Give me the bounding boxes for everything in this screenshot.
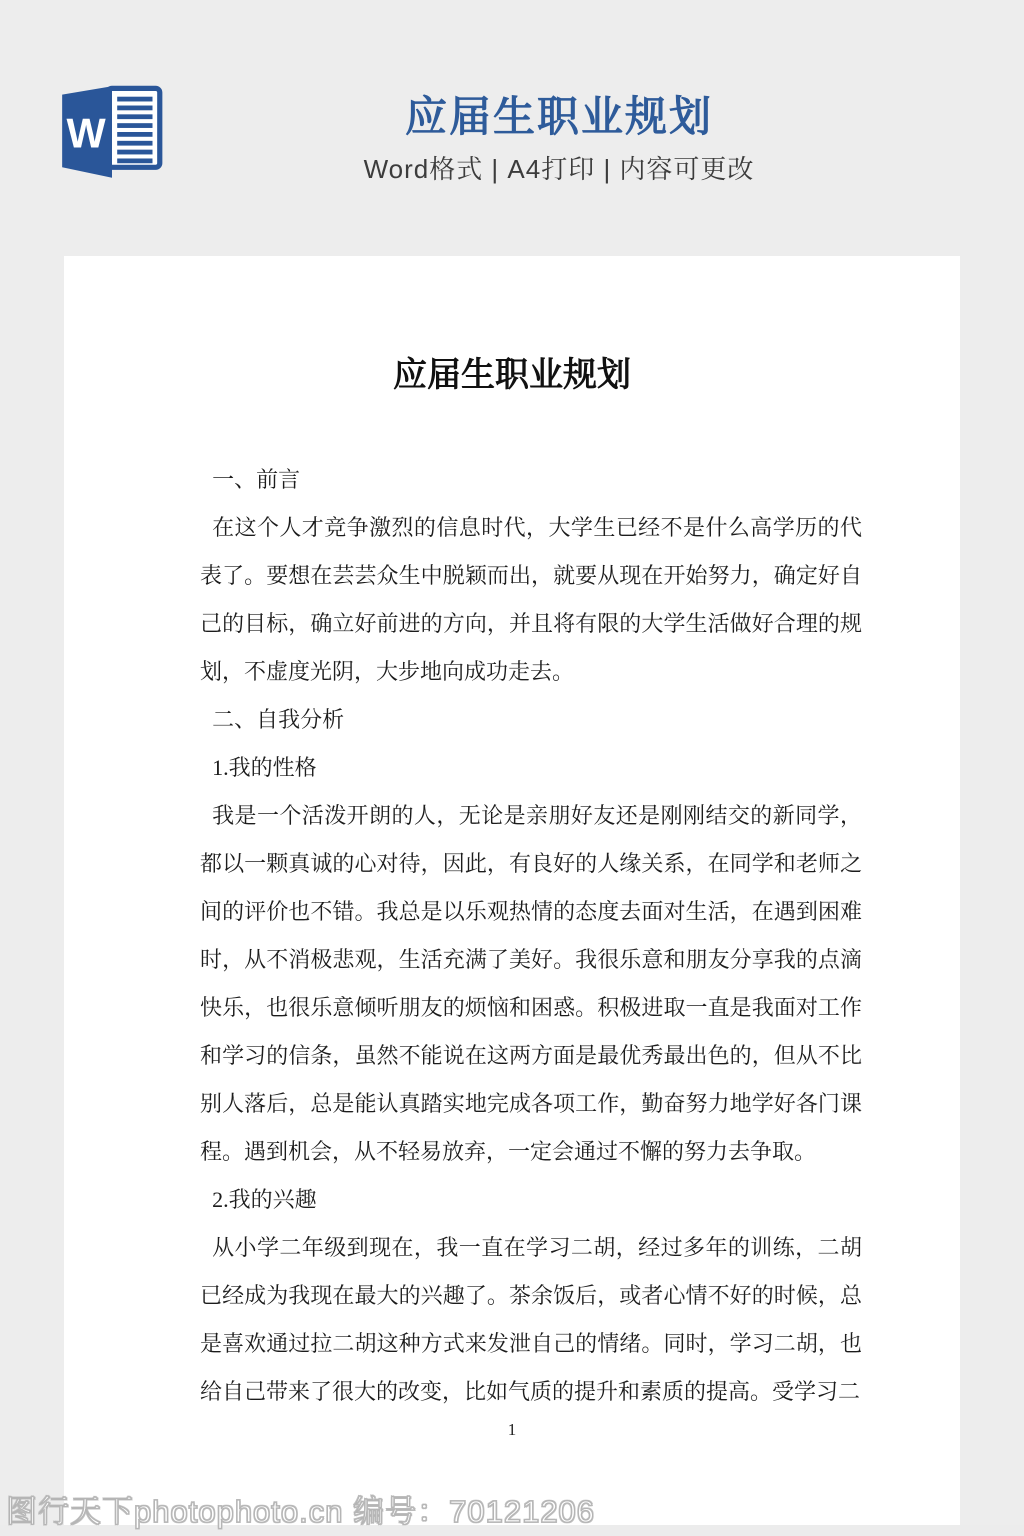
header (0, 0, 1024, 256)
watermark-text: 图行天下photophoto.cn 编号：70121206 (6, 1494, 596, 1529)
doc-heading: 2.我的兴趣 (212, 1187, 317, 1212)
doc-paragraph: 在这个人才竞争激烈的信息时代，大学生已经不是什么高学历的代表了。要想在芸芸众生中脱颖而出，就要从现在开始努力，确定好自己的目标，确立好前进的方向，并且将有限的大学生活做好合理的规划，不虚度光阴，大步地向成功走去。 (200, 515, 862, 684)
doc-heading: 1.我的性格 (212, 755, 317, 780)
doc-paragraph: 从小学二年级到现在，我一直在学习二胡，经过多年的训练，二胡已经成为我现在最大的兴趣了。茶余饭后，或者心情不好的时候，总是喜欢通过拉二胡这种方式来发泄自己的情绪。同时，学习二胡，也给自己带来了很大的改变，比如气质的提升和素质的提高。受学习二 (200, 1235, 862, 1404)
doc-paragraph: 我是一个活泼开朗的人，无论是亲朋好友还是刚刚结交的新同学，都以一颗真诚的心对待，因此，有良好的人缘关系，在同学和老师之间的评价也不错。我总是以乐观热情的态度去面对生活，在遇到困难时，从不消极悲观，生活充满了美好。我很乐意和朋友分享我的点滴快乐，也很乐意倾听朋友的烦恼和困惑。积极进取一直是我面对工作和学习的信条，虽然不能说在这两方面是最优秀最出色的，但从不比别人落后，总是能认真踏实地完成各项工作，勤奋努力地学好各门课程。遇到机会，从不轻易放弃，一定会通过不懈的努力去争取。 (200, 803, 862, 1164)
document-title: 应届生职业规划 (393, 357, 631, 394)
doc-heading: 二、自我分析 (212, 707, 345, 732)
doc-heading: 一、前言 (212, 467, 301, 492)
document-page (64, 256, 960, 1536)
word-logo-letter: W (66, 109, 106, 157)
template-title: 应届生职业规划 (404, 93, 713, 140)
document-body (200, 456, 862, 1416)
page-number: 1 (507, 1420, 517, 1439)
template-subtitle: Word格式 | A4打印 | 内容可更改 (363, 154, 755, 185)
header-text-block (0, 0, 1024, 186)
